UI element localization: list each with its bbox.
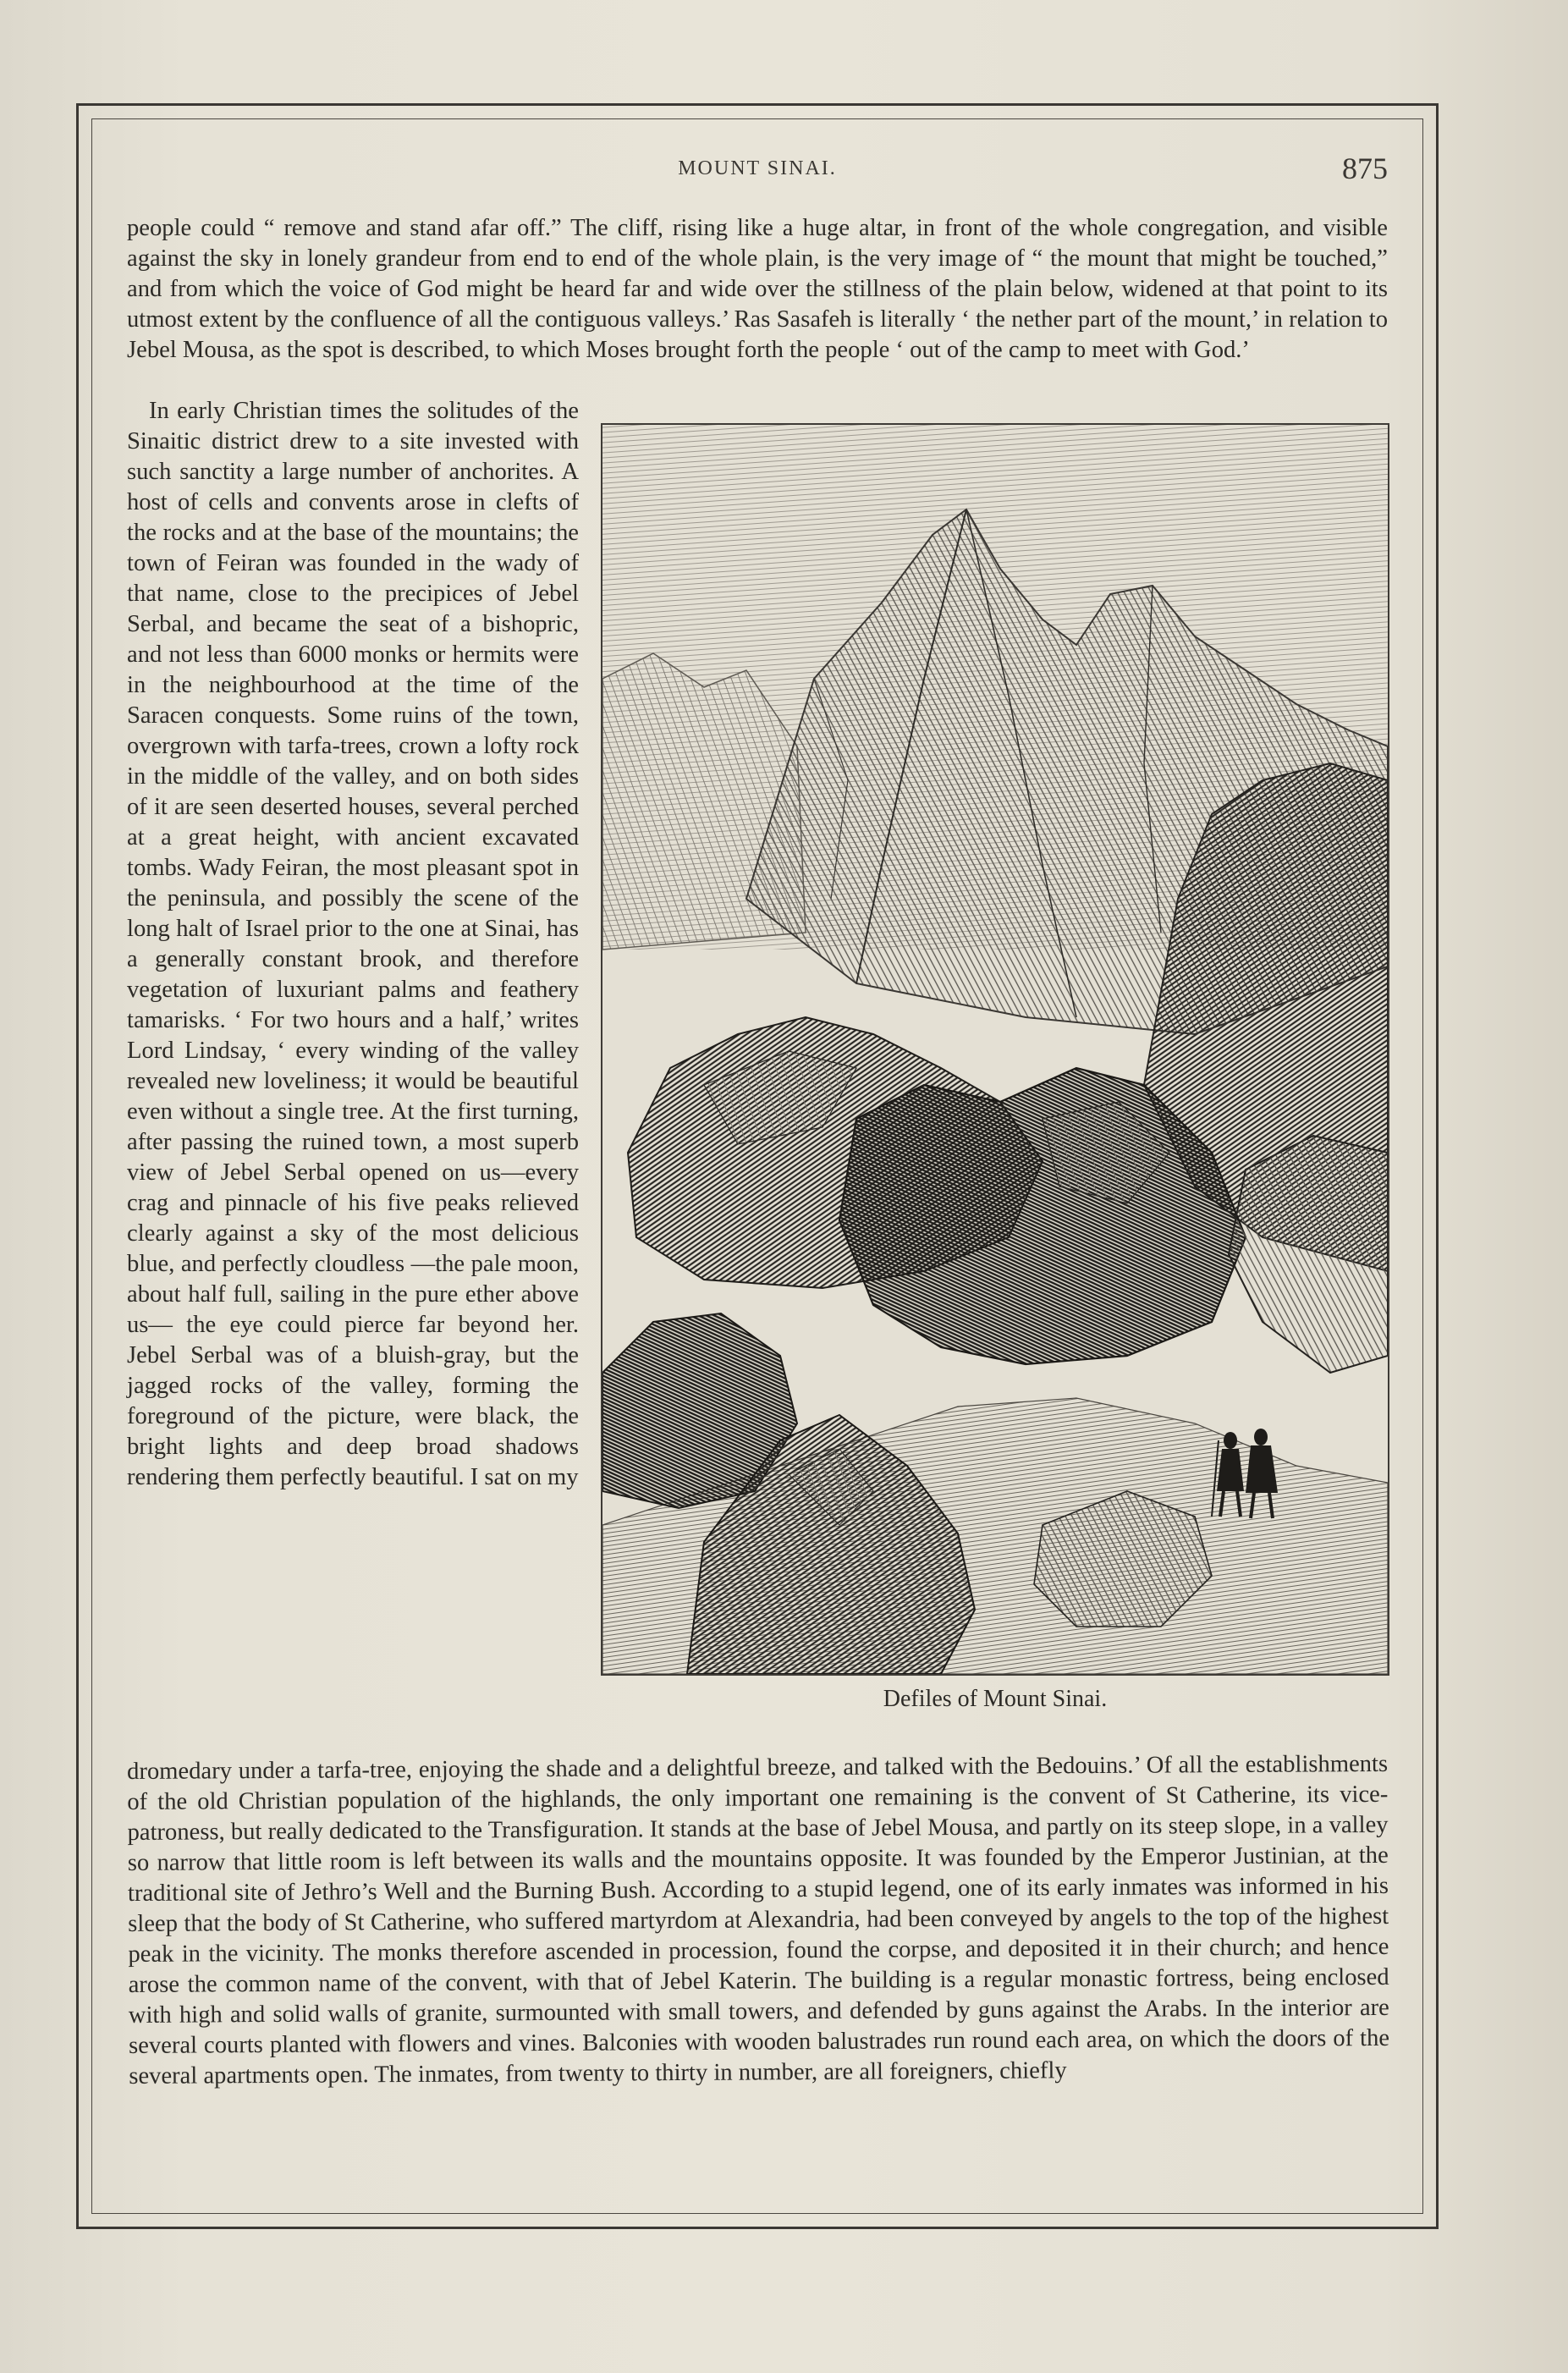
running-head: MOUNT SINAI. <box>678 157 837 179</box>
top-paragraph-text: people could “ remove and stand afar off.” The cliff, rising like a huge altar, in front of the whole congregation, and visible against the sky in lonely grandeur from end to end of the whole plain, is the very image of “ the mount that might be touched,” and from which the voice of God might be heard far and wide over the stillness of the plain below, widened at that point to its utmost extent by the confluence of all the contiguous valleys.’ Ras Sasafeh is literally ‘ the nether part of the mount,’ in relation to Jebel Mousa, as the spot is described, to which Moses brought forth the people ‘ out of the camp to meet with God.’ <box>127 215 1388 363</box>
bottom-paragraph-text: dromedary under a tarfa-tree, enjoying the shade and a delightful breeze, and talked with the Bedouins.’ Of all the establishments of the old Christian population of the highlands, the only important one remaining is the convent of St Catherine, its vice-patroness, but really dedicated to the Transfiguration. It stands at the base of Jebel Mousa, and partly on its steep slope, in a valley so narrow that little room is left between its walls and the mountains opposite. It was founded by the Emperor Justinian, at the traditional site of Jethro’s Well and the Burning Bush. According to a stupid legend, one of its early inmates was informed in his sleep that the body of St Catherine, who suffered martyrdom at Alexandria, had been conveyed by angels to the top of the highest peak in the vicinity. The monks therefore ascended in procession, found the corpse, and deposited it in their church; and hence arose the common name of the convent, with that of Jebel Katerin. The building is a regular monastic fortress, being enclosed with high and solid walls of granite, surmounted with small towers, and defended by guns against the Arabs. In the interior are several courts planted with flowers and vines. Balconies with wooden balustrades run round each area, on which the doors of the several apartments open. The inmates, from twenty to thirty in number, are all foreigners, chiefly <box>127 1750 1390 2089</box>
page-number: 875 <box>1342 151 1388 185</box>
engraving-figure <box>601 423 1389 1676</box>
mountain-engraving-illustration <box>602 425 1388 1674</box>
left-column-paragraph: In early Christian times the solitudes of the Sinaitic district drew to a site invested with such sanctity a large number of anchorites. A host of cells and convents arose in clefts of the rocks and at the base of the mountains; the town of Feiran was founded in the wady of that name, close to the precipices of Jebel Serbal, and became the seat of a bishopric, and not less than 6000 monks or hermits were in the neighbourhood at the time of the Saracen conquests. Some ruins of the town, overgrown with tarfa-trees, crown a lofty rock in the middle of the valley, and on both sides of it are seen deserted houses, several perched at a great height, with ancient excavated tombs. Wady Feiran, the most pleasant spot in the peninsula, and possibly the scene of the long halt of Israel prior to the one at Sinai, has a generally constant brook, and therefore vegetation of luxuriant palms and feathery tamarisks. ‘ For two hours and a half,’ writes Lord Lindsay, ‘ every winding of the valley revealed new loveliness; it would be beautiful even without a single tree. At the first turning, after passing the ruined town, a most superb view of Jebel Serbal opened on us—every crag and pinnacle of his five peaks relieved clearly against a sky of the most delicious blue, and perfectly cloudless —the pale moon, about half full, sailing in the pure ether above us— the eye could pierce far beyond her. Jebel Serbal was of a bluish-gray, but the jagged rocks of the valley, forming the foreground of the picture, were black, the bright lights and deep broad shadows rendering them perfectly beautiful. I sat on my <box>127 398 579 1490</box>
top-paragraph <box>127 213 1388 366</box>
figure-caption: Defiles of Mount Sinai. <box>883 1686 1108 1712</box>
bottom-paragraph <box>127 1749 1389 2092</box>
left-column-text <box>127 396 579 1493</box>
page-header <box>127 152 1388 190</box>
